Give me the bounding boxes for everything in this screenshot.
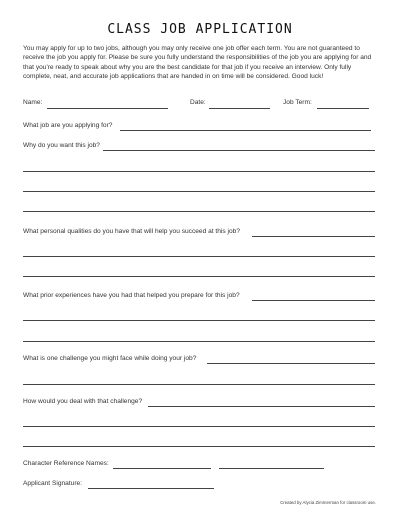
name-field[interactable] [47,108,168,109]
answer-line[interactable] [23,446,375,447]
question-deal-with-challenge: How would you deal with that challenge? [23,398,143,405]
answer-line[interactable] [23,191,375,192]
question-prior-experiences: What prior experiences have you had that helped you prepare for this job? [23,292,240,299]
answer-line-personal-qualities[interactable] [252,236,375,237]
answer-line[interactable] [23,426,375,427]
question-one-challenge: What is one challenge you might face while doing your job? [23,355,197,362]
answer-line[interactable] [23,341,375,342]
credit-line: Created by Alycia Zimmerman for classroom use. [280,500,376,505]
character-reference-field-1[interactable] [113,468,211,469]
question-why-want-job: Why do you want this job? [23,142,100,149]
job-term-field[interactable] [317,108,369,109]
question-personal-qualities: What personal qualities do you have that will help you succeed at this job? [23,228,240,235]
answer-line[interactable] [23,171,375,172]
character-reference-field-2[interactable] [219,468,324,469]
name-label: Name: [23,99,43,106]
job-term-label: Job Term: [283,99,312,106]
answer-line-job-applying-for[interactable] [120,130,371,131]
answer-line[interactable] [23,384,375,385]
answer-line[interactable] [23,320,375,321]
answer-line[interactable] [23,211,375,212]
character-reference-label: Character Reference Names: [23,460,109,467]
answer-line-deal-with-challenge[interactable] [148,406,375,407]
answer-line-prior-experiences[interactable] [252,300,375,301]
answer-line-one-challenge[interactable] [207,363,375,364]
applicant-signature-label: Applicant Signature: [23,480,83,487]
applicant-signature-field[interactable] [88,488,214,489]
answer-line-why-want-job[interactable] [103,150,375,151]
question-job-applying-for: What job are you applying for? [23,122,113,129]
date-label: Date: [190,99,206,106]
date-field[interactable] [209,108,270,109]
intro-paragraph: You may apply for up to two jobs, although you may only receive one job offer each term. You are not guaranteed to receive the job you apply for. Please be sure you fully understand the responsibilities of the job you are applying for and that you're ready to speak about why you are the best candidate for that job if you receive an interview. Only fully complete, neat, and accurate job applications that are handed in on time will be considered. Good luck! [23,45,372,80]
answer-line[interactable] [23,256,375,257]
page-title: CLASS JOB APPLICATION [107,22,293,37]
answer-line[interactable] [23,276,375,277]
